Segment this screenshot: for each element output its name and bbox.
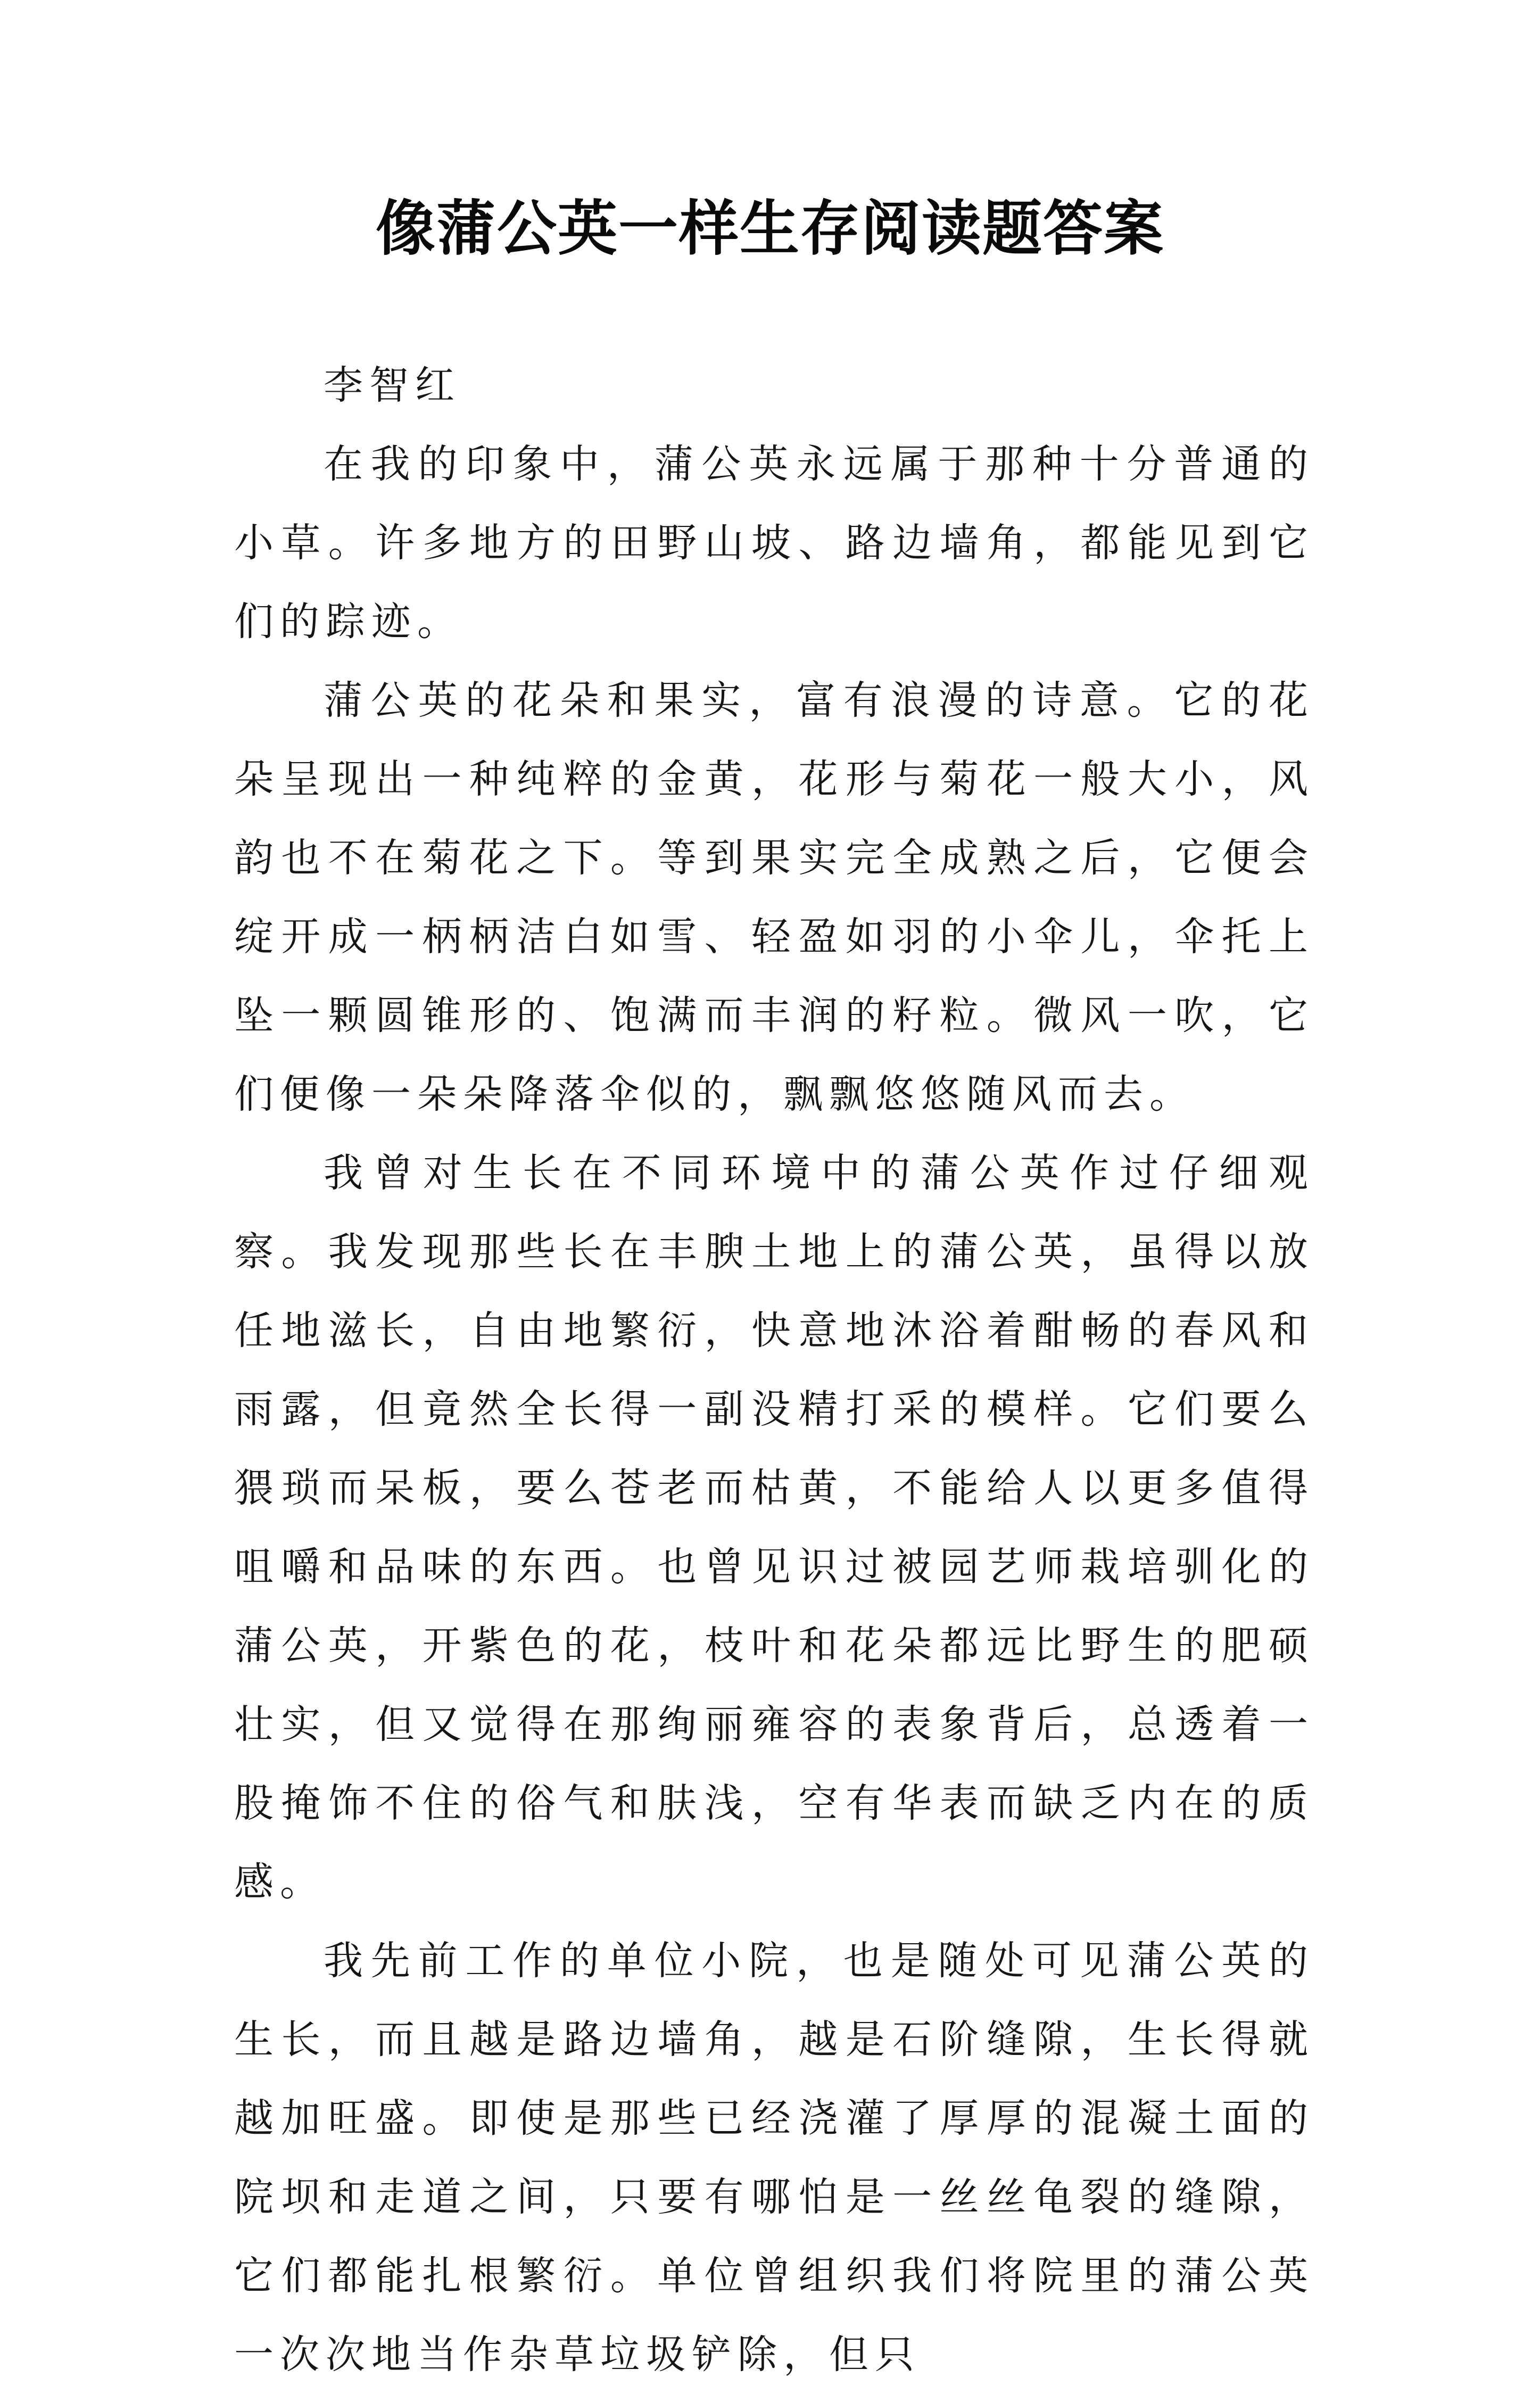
document-body — [234, 346, 1314, 2394]
paragraph-3: 我曾对生长在不同环境中的蒲公英作过仔细观察。我发现那些长在丰腴土地上的蒲公英，虽得以放任地滋长，自由地繁衍，快意地沐浴着酣畅的春风和雨露，但竟然全长得一副没精打采的模样。它们要么猥琐而呆板，要么苍老而枯黄，不能给人以更多值得咀嚼和品味的东西。也曾见识过被园艺师栽培驯化的蒲公英，开紫色的花，枝叶和花朵都远比野生的肥硕壮实，但又觉得在那绚丽雍容的表象背后，总透着一股掩饰不住的俗气和肤浅，空有华表而缺乏内在的质感。 — [234, 1150, 1314, 1905]
author-name: 李智红 — [324, 362, 461, 408]
paragraph-1: 在我的印象中，蒲公英永远属于那种十分普通的小草。许多地方的田野山坡、路边墙角，都能见到它们的踪迹。 — [234, 441, 1314, 645]
document-title: 像蒲公英一样生存阅读题答案 — [376, 194, 1164, 263]
paragraph-4: 我先前工作的单位小院，也是随处可见蒲公英的生长，而且越是路边墙角，越是石阶缝隙，生长得就越加旺盛。即使是那些已经浇灌了厚厚的混凝土面的院坝和走道之间，只要有哪怕是一丝丝龟裂的缝隙，它们都能扎根繁衍。单位曾组织我们将院里的蒲公英一次次地当作杂草垃圾铲除，但只 — [234, 1938, 1314, 2378]
paragraph-2: 蒲公英的花朵和果实，富有浪漫的诗意。它的花朵呈现出一种纯粹的金黄，花形与菊花一般大小，风韵也不在菊花之下。等到果实完全成熟之后，它便会绽开成一柄柄洁白如雪、轻盈如羽的小伞儿，伞托上坠一颗圆锥形的、饱满而丰润的籽粒。微风一吹，它们便像一朵朵降落伞似的，飘飘悠悠随风而去。 — [234, 678, 1314, 1117]
